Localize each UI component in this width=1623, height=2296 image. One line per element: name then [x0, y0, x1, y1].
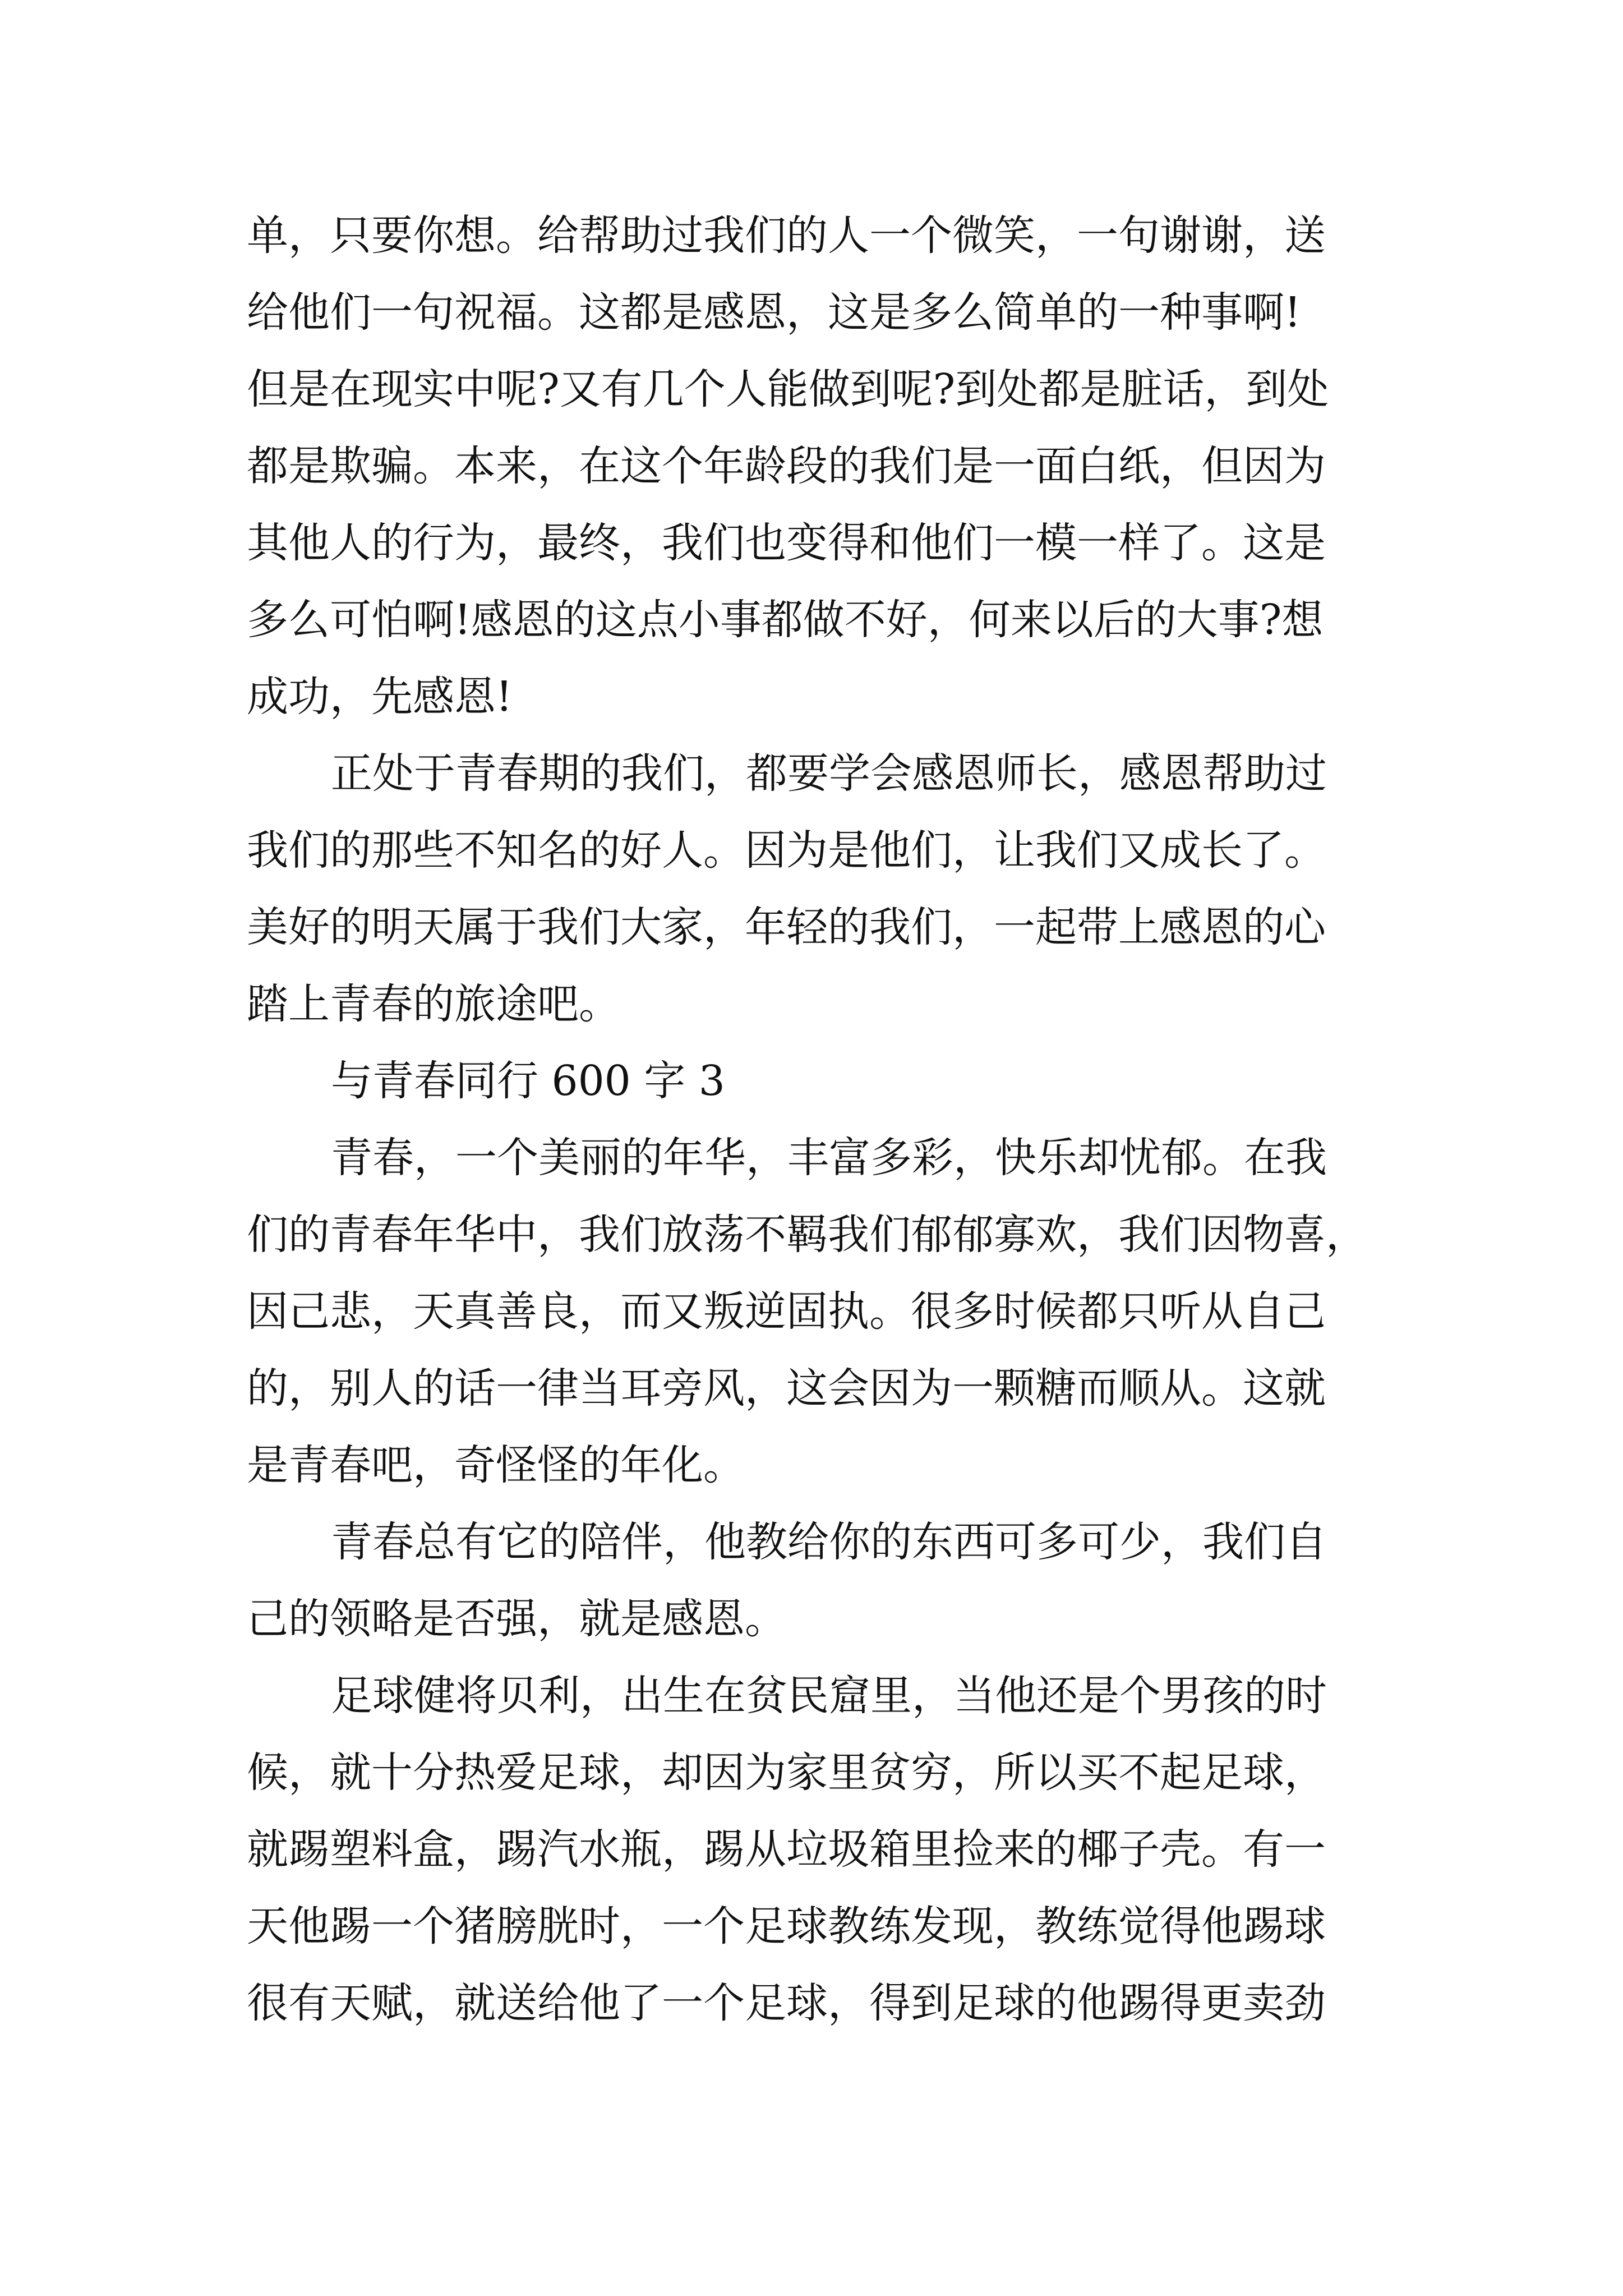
text-line-24: 很有天赋，就送给他了一个足球，得到足球的他踢得更卖劲	[247, 1979, 1326, 2027]
text-line-9: 我们的那些不知名的好人。因为是他们，让我们又成长了。	[247, 826, 1326, 875]
text-line-5: 其他人的行为，最终，我们也变得和他们一模一样了。这是	[247, 519, 1326, 567]
text-line-8: 正处于青春期的我们，都要学会感恩师长，感恩帮助过	[331, 749, 1327, 798]
text-line-13: 青春，一个美丽的年华，丰富多彩，快乐却忧郁。在我	[331, 1134, 1327, 1182]
text-line-17: 是青春吧，奇怪怪的年化。	[247, 1441, 745, 1489]
text-line-20: 足球健将贝利，出生在贫民窟里，当他还是个男孩的时	[331, 1672, 1327, 1720]
text-line-10: 美好的明天属于我们大家，年轻的我们，一起带上感恩的心	[247, 903, 1326, 951]
text-line-21: 候，就十分热爱足球，却因为家里贫穷，所以买不起足球，	[247, 1749, 1326, 1797]
text-line-1: 单，只要你想。给帮助过我们的人一个微笑，一句谢谢，送	[247, 211, 1326, 260]
text-line-2: 给他们一句祝福。这都是感恩，这是多么简单的一种事啊!	[247, 288, 1301, 337]
text-line-23: 天他踢一个猪膀胱时，一个足球教练发现，教练觉得他踢球	[247, 1902, 1326, 1950]
text-line-15: 因己悲，天真善良，而又叛逆固执。很多时候都只听从自己	[247, 1287, 1326, 1336]
text-line-3: 但是在现实中呢?又有几个人能做到呢?到处都是脏话，到处	[247, 365, 1329, 413]
text-line-6: 多么可怕啊!感恩的这点小事都做不好，何来以后的大事?想	[247, 596, 1324, 644]
text-line-18: 青春总有它的陪伴，他教给你的东西可多可少，我们自	[331, 1518, 1327, 1566]
text-line-16: 的，别人的话一律当耳旁风，这会因为一颗糖而顺从。这就	[247, 1364, 1326, 1412]
text-line-19: 己的领略是否强，就是感恩。	[247, 1595, 786, 1643]
text-line-7: 成功，先感恩!	[247, 673, 513, 721]
text-line-22: 就踢塑料盒，踢汽水瓶，踢从垃圾箱里捡来的椰子壳。有一	[247, 1825, 1326, 1874]
text-line-14: 们的青春年华中，我们放荡不羁我们郁郁寡欢，我们因物喜，	[247, 1211, 1367, 1259]
text-line-11: 踏上青春的旅途吧。	[247, 980, 620, 1028]
section-heading: 与青春同行 600 字 3	[331, 1057, 725, 1105]
text-line-4: 都是欺骗。本来，在这个年龄段的我们是一面白纸，但因为	[247, 442, 1326, 490]
